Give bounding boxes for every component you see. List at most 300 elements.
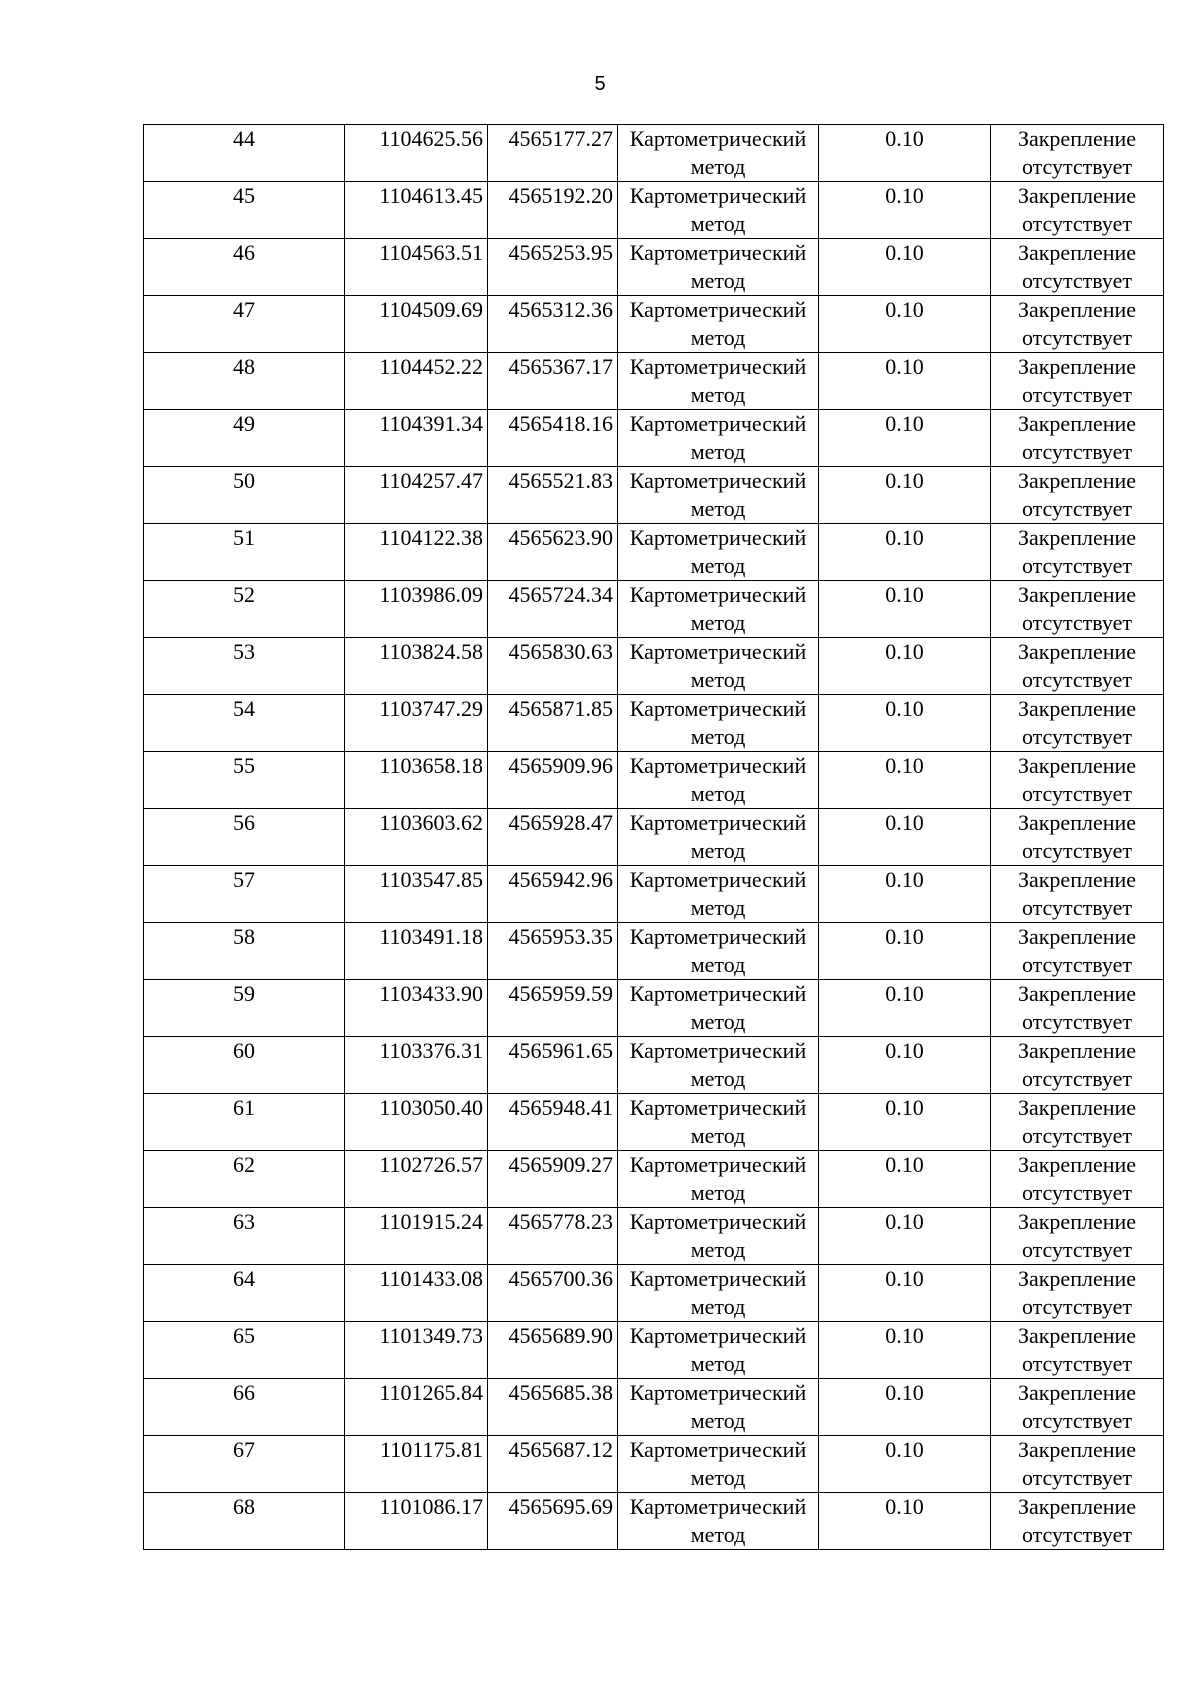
y-coordinate: 4565367.17 [508,354,613,379]
fixation-line-2: отсутствует [1021,1180,1133,1205]
method-line-2: метод [690,1180,746,1205]
y-coordinate-cell [488,467,618,524]
table-row [144,638,1164,695]
error-cell [819,1208,991,1265]
point-number-cell [144,752,345,809]
fixation-cell [991,923,1164,980]
x-coordinate-cell [345,410,488,467]
y-coordinate-cell [488,866,618,923]
method-line-1: Картометрический [629,1209,807,1234]
fixation-line-2: отсутствует [1021,439,1133,464]
fixation-line-1: Закрепление [1017,525,1137,550]
table-row [144,1265,1164,1322]
table-row [144,695,1164,752]
method-cell [618,125,819,182]
x-coordinate-cell [345,1094,488,1151]
fixation-line-2: отсутствует [1021,1123,1133,1148]
method-line-1: Картометрический [629,411,807,436]
method-cell [618,1037,819,1094]
table-row [144,353,1164,410]
fixation-line-2: отсутствует [1021,154,1133,179]
error-cell [819,581,991,638]
x-coordinate-cell [345,353,488,410]
x-coordinate-cell [345,1379,488,1436]
point-number: 49 [233,411,255,436]
x-coordinate-cell [345,1151,488,1208]
fixation-line-2: отсутствует [1021,1066,1133,1091]
fixation-line-2: отсутствует [1021,667,1133,692]
method-line-2: метод [690,439,746,464]
fixation-cell [991,467,1164,524]
method-line-2: метод [690,667,746,692]
method-cell [618,866,819,923]
fixation-cell [991,524,1164,581]
x-coordinate-cell [345,125,488,182]
y-coordinate: 4565689.90 [508,1323,613,1348]
method-cell [618,1493,819,1550]
fixation-line-1: Закрепление [1017,1323,1137,1348]
point-number-cell [144,923,345,980]
y-coordinate: 4565948.41 [508,1095,613,1120]
fixation-line-2: отсутствует [1021,325,1133,350]
fixation-line-1: Закрепление [1017,1209,1137,1234]
error-cell [819,1151,991,1208]
table-row [144,752,1164,809]
y-coordinate: 4565909.96 [508,753,613,778]
point-number-cell [144,1322,345,1379]
method-line-1: Картометрический [629,1494,807,1519]
x-coordinate-cell [345,1322,488,1379]
method-cell [618,1151,819,1208]
x-coordinate-cell [345,182,488,239]
fixation-cell [991,1208,1164,1265]
y-coordinate: 4565623.90 [508,525,613,550]
method-line-2: метод [690,1294,746,1319]
method-line-2: метод [690,496,746,521]
point-number: 45 [233,183,255,208]
table-row [144,1379,1164,1436]
fixation-line-1: Закрепление [1017,126,1137,151]
y-coordinate: 4565778.23 [508,1209,613,1234]
x-coordinate: 1104391.34 [379,411,483,436]
fixation-line-1: Закрепление [1017,183,1137,208]
error-cell [819,239,991,296]
y-coordinate: 4565253.95 [508,240,613,265]
y-coordinate-cell [488,524,618,581]
y-coordinate-cell [488,1379,618,1436]
point-number: 61 [233,1095,255,1120]
error-value: 0.10 [885,1323,924,1348]
table-row [144,410,1164,467]
error-cell [819,467,991,524]
point-number: 56 [233,810,255,835]
method-line-1: Картометрический [629,1152,807,1177]
fixation-cell [991,1094,1164,1151]
method-line-1: Картометрический [629,1095,807,1120]
method-line-2: метод [690,610,746,635]
fixation-line-2: отсутствует [1021,268,1133,293]
fixation-cell [991,809,1164,866]
method-line-2: метод [690,1522,746,1547]
y-coordinate-cell [488,1436,618,1493]
method-cell [618,1094,819,1151]
table-row [144,1208,1164,1265]
y-coordinate-cell [488,1265,618,1322]
point-number: 51 [233,525,255,550]
method-line-2: метод [690,382,746,407]
fixation-line-2: отсутствует [1021,781,1133,806]
method-line-1: Картометрический [629,183,807,208]
y-coordinate: 4565909.27 [508,1152,613,1177]
fixation-line-1: Закрепление [1017,696,1137,721]
x-coordinate-cell [345,1208,488,1265]
fixation-cell [991,866,1164,923]
y-coordinate-cell [488,809,618,866]
error-value: 0.10 [885,810,924,835]
method-line-1: Картометрический [629,981,807,1006]
point-number-cell [144,467,345,524]
x-coordinate-cell [345,467,488,524]
fixation-line-2: отсутствует [1021,952,1133,977]
fixation-line-2: отсутствует [1021,1294,1133,1319]
method-line-2: метод [690,781,746,806]
x-coordinate: 1103824.58 [379,639,483,664]
point-number-cell [144,182,345,239]
fixation-line-1: Закрепление [1017,1038,1137,1063]
fixation-line-1: Закрепление [1017,582,1137,607]
error-value: 0.10 [885,126,924,151]
fixation-line-1: Закрепление [1017,411,1137,436]
error-value: 0.10 [885,639,924,664]
y-coordinate-cell [488,752,618,809]
x-coordinate-cell [345,638,488,695]
point-number-cell [144,1151,345,1208]
method-line-2: метод [690,154,746,179]
y-coordinate-cell [488,239,618,296]
method-line-1: Картометрический [629,1437,807,1462]
x-coordinate-cell [345,1265,488,1322]
y-coordinate-cell [488,1493,618,1550]
point-number: 47 [233,297,255,322]
fixation-line-1: Закрепление [1017,810,1137,835]
method-line-1: Картометрический [629,753,807,778]
x-coordinate: 1104625.56 [379,126,483,151]
x-coordinate: 1104257.47 [379,468,483,493]
x-coordinate-cell [345,923,488,980]
coordinates-table [143,124,1164,1550]
point-number: 53 [233,639,255,664]
error-cell [819,296,991,353]
fixation-cell [991,1322,1164,1379]
fixation-line-1: Закрепление [1017,639,1137,664]
method-line-2: метод [690,1351,746,1376]
point-number-cell [144,581,345,638]
fixation-line-2: отсутствует [1021,1522,1133,1547]
point-number-cell [144,809,345,866]
x-coordinate-cell [345,752,488,809]
error-cell [819,638,991,695]
fixation-cell [991,1037,1164,1094]
method-line-1: Картометрический [629,1380,807,1405]
x-coordinate: 1101175.81 [380,1437,483,1462]
error-value: 0.10 [885,1494,924,1519]
x-coordinate-cell [345,239,488,296]
point-number-cell [144,125,345,182]
x-coordinate: 1103547.85 [379,867,483,892]
method-cell [618,296,819,353]
error-value: 0.10 [885,981,924,1006]
point-number: 58 [233,924,255,949]
y-coordinate: 4565961.65 [508,1038,613,1063]
error-value: 0.10 [885,924,924,949]
fixation-line-2: отсутствует [1021,610,1133,635]
method-line-2: метод [690,553,746,578]
y-coordinate-cell [488,1037,618,1094]
error-value: 0.10 [885,183,924,208]
x-coordinate-cell [345,1493,488,1550]
y-coordinate: 4565418.16 [508,411,613,436]
table-row [144,581,1164,638]
y-coordinate-cell [488,353,618,410]
error-cell [819,1379,991,1436]
error-cell [819,1493,991,1550]
x-coordinate: 1103491.18 [379,924,483,949]
fixation-line-2: отсутствует [1021,724,1133,749]
error-value: 0.10 [885,411,924,436]
table-row [144,980,1164,1037]
point-number-cell [144,1379,345,1436]
fixation-line-1: Закрепление [1017,1380,1137,1405]
error-value: 0.10 [885,1266,924,1291]
method-line-1: Картометрический [629,810,807,835]
method-cell [618,809,819,866]
y-coordinate-cell [488,410,618,467]
method-line-2: метод [690,895,746,920]
table-row [144,1493,1164,1550]
point-number-cell [144,239,345,296]
method-line-2: метод [690,1123,746,1148]
fixation-line-2: отсутствует [1021,895,1133,920]
error-value: 0.10 [885,1038,924,1063]
point-number: 64 [233,1266,255,1291]
method-line-1: Картометрический [629,240,807,265]
table-row [144,809,1164,866]
y-coordinate: 4565700.36 [508,1266,613,1291]
method-line-2: метод [690,1408,746,1433]
method-cell [618,1379,819,1436]
x-coordinate-cell [345,980,488,1037]
point-number-cell [144,296,345,353]
point-number-cell [144,1094,345,1151]
point-number-cell [144,1436,345,1493]
error-value: 0.10 [885,1380,924,1405]
point-number-cell [144,980,345,1037]
y-coordinate: 4565521.83 [508,468,613,493]
error-value: 0.10 [885,468,924,493]
fixation-cell [991,1436,1164,1493]
x-coordinate: 1101433.08 [379,1266,483,1291]
method-line-2: метод [690,1237,746,1262]
method-line-2: метод [690,268,746,293]
error-cell [819,524,991,581]
fixation-line-1: Закрепление [1017,753,1137,778]
x-coordinate: 1103050.40 [379,1095,483,1120]
error-cell [819,182,991,239]
y-coordinate-cell [488,1208,618,1265]
point-number: 68 [233,1494,255,1519]
page-number: 5 [594,73,606,95]
fixation-cell [991,410,1164,467]
x-coordinate-cell [345,866,488,923]
y-coordinate-cell [488,1151,618,1208]
method-line-1: Картометрический [629,582,807,607]
method-line-1: Картометрический [629,1266,807,1291]
table-row [144,866,1164,923]
error-cell [819,1265,991,1322]
table-row [144,923,1164,980]
point-number-cell [144,524,345,581]
method-line-1: Картометрический [629,525,807,550]
y-coordinate-cell [488,1322,618,1379]
method-cell [618,182,819,239]
table-row [144,1436,1164,1493]
x-coordinate: 1103986.09 [379,582,483,607]
method-line-2: метод [690,838,746,863]
method-cell [618,353,819,410]
table-row [144,239,1164,296]
x-coordinate-cell [345,809,488,866]
fixation-line-2: отсутствует [1021,496,1133,521]
fixation-cell [991,296,1164,353]
y-coordinate-cell [488,638,618,695]
fixation-cell [991,239,1164,296]
x-coordinate: 1103658.18 [379,753,483,778]
error-value: 0.10 [885,297,924,322]
x-coordinate: 1101915.24 [379,1209,483,1234]
method-cell [618,695,819,752]
method-cell [618,1208,819,1265]
method-line-1: Картометрический [629,1323,807,1348]
x-coordinate: 1104563.51 [379,240,483,265]
method-cell [618,752,819,809]
fixation-cell [991,1493,1164,1550]
point-number: 63 [233,1209,255,1234]
y-coordinate-cell [488,923,618,980]
point-number-cell [144,353,345,410]
fixation-line-1: Закрепление [1017,981,1137,1006]
x-coordinate-cell [345,524,488,581]
method-line-1: Картометрический [629,924,807,949]
method-line-1: Картометрический [629,867,807,892]
method-line-2: метод [690,1066,746,1091]
y-coordinate: 4565928.47 [508,810,613,835]
point-number: 67 [233,1437,255,1462]
table-row [144,182,1164,239]
table-row [144,467,1164,524]
y-coordinate: 4565192.20 [508,183,613,208]
fixation-line-2: отсутствует [1021,553,1133,578]
fixation-line-1: Закрепление [1017,1266,1137,1291]
y-coordinate: 4565695.69 [508,1494,613,1519]
x-coordinate-cell [345,296,488,353]
y-coordinate: 4565724.34 [508,582,613,607]
fixation-cell [991,1379,1164,1436]
table-row [144,1094,1164,1151]
fixation-line-1: Закрепление [1017,297,1137,322]
method-line-1: Картометрический [629,297,807,322]
fixation-line-1: Закрепление [1017,1152,1137,1177]
error-cell [819,1436,991,1493]
point-number: 62 [233,1152,255,1177]
fixation-line-1: Закрепление [1017,924,1137,949]
y-coordinate-cell [488,296,618,353]
error-cell [819,923,991,980]
y-coordinate: 4565942.96 [508,867,613,892]
y-coordinate-cell [488,695,618,752]
fixation-cell [991,1265,1164,1322]
error-value: 0.10 [885,1152,924,1177]
x-coordinate: 1103603.62 [379,810,483,835]
y-coordinate-cell [488,581,618,638]
error-value: 0.10 [885,696,924,721]
error-value: 0.10 [885,1095,924,1120]
point-number-cell [144,866,345,923]
y-coordinate: 4565312.36 [508,297,613,322]
error-cell [819,809,991,866]
point-number: 65 [233,1323,255,1348]
point-number: 66 [233,1380,255,1405]
table-row [144,125,1164,182]
y-coordinate: 4565959.59 [508,981,613,1006]
method-line-1: Картометрический [629,354,807,379]
table-row [144,1151,1164,1208]
error-value: 0.10 [885,354,924,379]
x-coordinate: 1101086.17 [379,1494,483,1519]
x-coordinate: 1101349.73 [379,1323,483,1348]
x-coordinate: 1102726.57 [379,1152,483,1177]
x-coordinate-cell [345,1037,488,1094]
method-cell [618,467,819,524]
method-line-2: метод [690,952,746,977]
y-coordinate-cell [488,182,618,239]
x-coordinate: 1104509.69 [379,297,483,322]
fixation-cell [991,125,1164,182]
method-line-2: метод [690,1009,746,1034]
method-line-2: метод [690,724,746,749]
error-cell [819,410,991,467]
point-number-cell [144,1037,345,1094]
y-coordinate-cell [488,1094,618,1151]
method-cell [618,1265,819,1322]
y-coordinate-cell [488,980,618,1037]
error-cell [819,1094,991,1151]
method-line-2: метод [690,325,746,350]
fixation-line-1: Закрепление [1017,1494,1137,1519]
x-coordinate: 1103747.29 [379,696,483,721]
point-number: 50 [233,468,255,493]
x-coordinate: 1104613.45 [379,183,483,208]
fixation-line-2: отсутствует [1021,211,1133,236]
point-number: 44 [233,126,255,151]
x-coordinate: 1103376.31 [379,1038,483,1063]
point-number: 60 [233,1038,255,1063]
error-cell [819,866,991,923]
error-cell [819,125,991,182]
y-coordinate-cell [488,125,618,182]
fixation-line-2: отсутствует [1021,1237,1133,1262]
method-cell [618,638,819,695]
fixation-line-2: отсутствует [1021,838,1133,863]
